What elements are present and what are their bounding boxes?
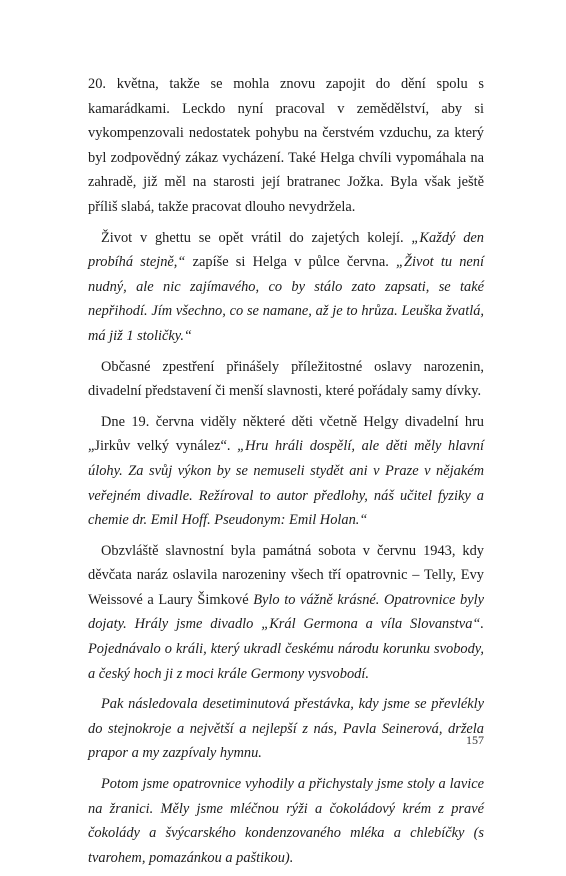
- paragraph: [88, 772, 484, 870]
- paragraph: [88, 72, 484, 220]
- paragraph: [88, 692, 484, 766]
- text-segment: 20. května, takže se mohla znovu zapojit do dění spolu s kamarádkami. Leckdo nyní pracoval v zemědělství, aby si vykompenzovali nedostatek pohybu na čerstvém vzduchu, za který byl zodpovědný zákaz vycházení. Také Helga chvíli vypomáhala na zahradě, již měl na starosti její bratranec Jožka. Byla však ještě příliš slabá, takže pracovat dlouho nevydržela.: [88, 76, 484, 215]
- text-segment: Občasné zpestření přinášely příležitostné oslavy narozenin, divadelní představení či menší slavnosti, které pořádaly samy dívky.: [88, 358, 484, 400]
- text-segment: zapíše si Helga v půlce června.: [185, 254, 397, 271]
- diary-quote: „Každý den probíhá stejně,“: [88, 229, 484, 271]
- page-number: 157: [466, 733, 484, 747]
- paragraph: [88, 355, 484, 404]
- diary-quote: „Život tu není nudný, ale nic zajímavého, co by stálo zato zapsati, se také nepřihodí. Jím všechno, co se namane, až je to hrůza. Leuška žvatlá, má již 1 stoličky.“: [88, 254, 485, 344]
- diary-quote: Potom jsme opatrovnice vyhodily a přichystaly jsme stoly a lavice na žranici. Měly jsme mléčnou rýži a čokoládový krém z pravé čokolády a švýcarského kondenzovaného mléka a chlebíčky (s tvarohem, pomazánkou a paštikou).: [88, 776, 484, 866]
- text-segment: Obzvláště slavnostní byla památná sobota v červnu 1943, kdy děvčata naráz oslavila narozeniny všech tří opatrovnic – Telly, Evy Weissové a Laury Šimkové: [88, 542, 484, 608]
- paragraph: [88, 226, 484, 349]
- paragraph: [88, 410, 484, 533]
- body-text: [88, 72, 484, 876]
- text-segment: Dne 19. června viděly některé děti včetně Helgy divadelní hru „Jirkův velký vynález“.: [88, 413, 484, 455]
- paragraph: [88, 539, 484, 687]
- text-segment: Život v ghettu se opět vrátil do zajetých kolejí.: [101, 229, 412, 246]
- diary-quote: „Hru hráli dospělí, ale děti měly hlavní úlohy. Za svůj výkon by se nemuseli stydět ani v Praze v nějakém veřejném divadle. Režíroval to autor předlohy, náš učitel fyziky a chemie dr. Emil Hoff. Pseudonym: Emil Holan.“: [88, 438, 485, 529]
- diary-quote: Pak následovala desetiminutová přestávka, kdy jsme se převlékly do stejnokroje a největší a nejlepší z nás, Pavla Seinerová, držela prapor a my zazpívaly hymnu.: [88, 696, 484, 762]
- diary-quote: Bylo to vážně krásné. Opatrovnice byly dojaty. Hrály jsme divadlo „Král Germona a víla Slovanstva“. Pojednávalo o králi, který ukradl českému národu korunku svobody, a český hoch ji z moci krále Germony vysvobodí.: [88, 591, 484, 682]
